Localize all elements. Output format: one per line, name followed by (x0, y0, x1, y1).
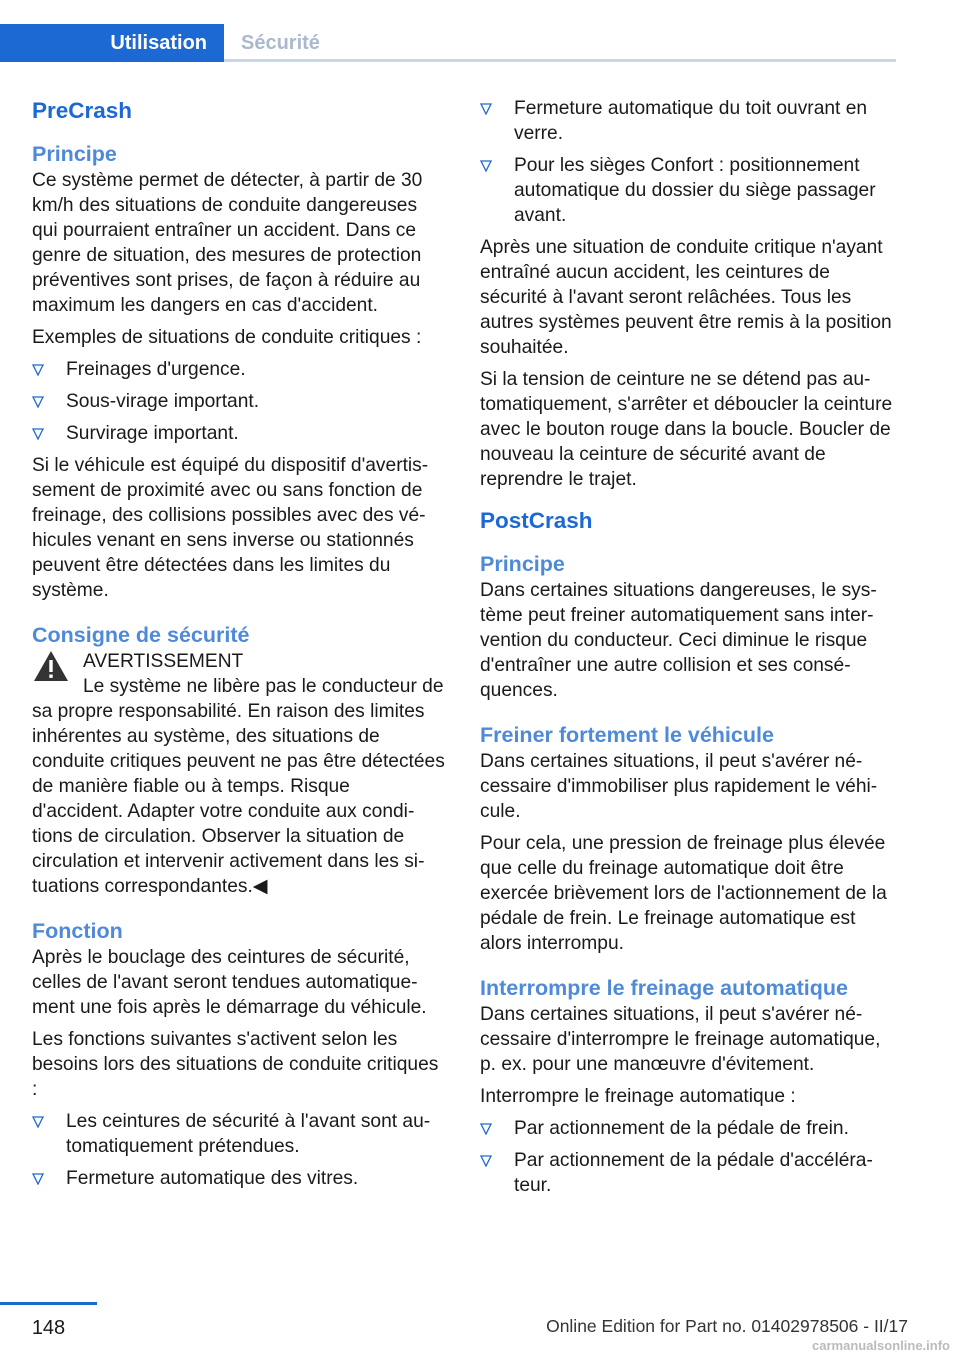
edition-info: Online Edition for Part no. 01402978506 - II/17 (546, 1316, 908, 1336)
list-item-text: Freinages d'urgence. (66, 359, 246, 380)
precrash-title: PreCrash (32, 98, 133, 123)
triangle-bullet-icon (32, 428, 44, 440)
freiner-heading: Freiner fortement le véhicule (480, 723, 774, 747)
apres-text: Après une situation de conduite critique n'ayant entraîné aucun accident, les ceintures de sécurité à l'avant seront relâchées. Tous les autres systèmes peuvent être remis à la position souhaitée. (480, 237, 892, 358)
fonction-text: Après le bouclage des ceintures de sécurité, celles de l'avant seront tendues automatiquement une fois après le démarrage du véhicule. (32, 947, 427, 1018)
left-column (32, 96, 446, 1198)
fonctions-list (32, 1109, 446, 1191)
list-item (480, 1116, 894, 1141)
triangle-bullet-icon (480, 103, 492, 115)
tension-text: Si la tension de ceinture ne se détend pas automatiquement, s'arrêter et déboucler la ceinture avec le bouton rouge dans la boucle. Boucler de nouveau la ceinture de sécurité avant de reprendre le trajet. (480, 369, 893, 490)
freiner-text-2: Pour cela, une pression de freinage plus élevée que celle du freinage automatique doit être exercée brièvement lors de l'actionnement de la pédale de frein. Le freinage automatique est alors interrompu. (480, 833, 887, 954)
triangle-bullet-icon (32, 1116, 44, 1128)
top-navigation (0, 0, 960, 62)
interrompre-heading: Interrompre le freinage automatique (480, 976, 848, 1000)
postcrash-title: PostCrash (480, 508, 593, 533)
tab-underline (224, 59, 896, 62)
tab-utilisation[interactable]: Utilisation (0, 24, 224, 62)
triangle-bullet-icon (480, 1155, 492, 1167)
list-item-text: Par actionnement de la pédale d'accélérateur. (514, 1150, 873, 1196)
freiner-text-1: Dans certaines situations, il peut s'avérer nécessaire d'immobiliser plus rapidement le véhicule. (480, 751, 878, 822)
list-item-text: Sous-virage important. (66, 391, 260, 412)
list-item (480, 96, 894, 146)
list-item (480, 153, 894, 228)
fonctions-intro: Les fonctions suivantes s'activent selon les besoins lors des situations de conduite critiques : (32, 1029, 439, 1100)
triangle-bullet-icon (32, 364, 44, 376)
right-column (480, 96, 894, 1205)
interrompre-text: Dans certaines situations, il peut s'avérer nécessaire d'interrompre le freinage automatique, p. ex. pour une manœuvre d'évitement. (480, 1004, 881, 1075)
list-item-text: Fermeture automatique des vitres. (66, 1168, 359, 1189)
page-number: 148 (0, 1302, 97, 1340)
list-item (32, 421, 446, 446)
interrompre-intro: Interrompre le freinage automatique : (480, 1086, 796, 1107)
list-item-text: Pour les sièges Confort : positionnement automatique du dossier du siège passager avant. (514, 155, 876, 226)
list-item (32, 389, 446, 414)
list-item (32, 1166, 446, 1191)
list-item (480, 1148, 894, 1198)
triangle-bullet-icon (480, 1123, 492, 1135)
list-item-text: Par actionnement de la pédale de frein. (514, 1118, 849, 1139)
principe-text: Ce système permet de détecter, à partir de 30 km/h des situations de conduite dangereuses qui pourraient entraîner un accident. Dans ce genre de situation, des mesures de protection préventives sont prises, de façon à réduire au maximum les dangers en cas d'accident. (32, 170, 423, 316)
warning-block (32, 649, 446, 899)
watermark: carmanualsonline.info (812, 1338, 950, 1353)
warning-text: Le système ne libère pas le conducteur de sa propre responsabilité. En raison des limites inhérentes au système, des situations de conduite critiques peuvent ne pas être détectées de manière fiable ou à temps. Risque d'accident. Adapter votre conduite aux conditions de circulation. Observer la situation de circulation et intervenir activement dans les situations correspondantes.◀ (32, 676, 445, 897)
triangle-bullet-icon (32, 1173, 44, 1185)
triangle-bullet-icon (32, 396, 44, 408)
list-item (32, 1109, 446, 1159)
fonctions-list-continued (480, 96, 894, 228)
warning-title: AVERTISSEMENT (83, 651, 244, 672)
list-item (32, 357, 446, 382)
triangle-bullet-icon (480, 160, 492, 172)
consigne-heading: Consigne de sécurité (32, 623, 250, 647)
list-item-text: Survirage important. (66, 423, 239, 444)
principe-heading-2: Principe (480, 552, 565, 576)
principe-text-2: Dans certaines situations dangereuses, le système peut freiner automatiquement sans intervention du conducteur. Ceci diminue le risque d'entraîner une autre collision et ses conséquences. (480, 580, 877, 701)
dispositif-text: Si le véhicule est équipé du dispositif d'avertissement de proximité avec ou sans fonction de freinage, des collisions possibles avec des véhicules venant en sens inverse ou stationnés peuvent être détectées dans les limites du système. (32, 455, 429, 601)
exemples-list (32, 357, 446, 446)
list-item-text: Les ceintures de sécurité à l'avant sont automatiquement prétendues. (66, 1111, 431, 1157)
principe-heading: Principe (32, 142, 117, 166)
list-item-text: Fermeture automatique du toit ouvrant en verre. (514, 98, 868, 144)
exemples-intro: Exemples de situations de conduite critiques : (32, 327, 422, 348)
interrompre-list (480, 1116, 894, 1198)
tab-securite[interactable]: Sécurité (241, 32, 320, 54)
warning-triangle-icon (32, 649, 70, 683)
fonction-heading: Fonction (32, 919, 123, 943)
